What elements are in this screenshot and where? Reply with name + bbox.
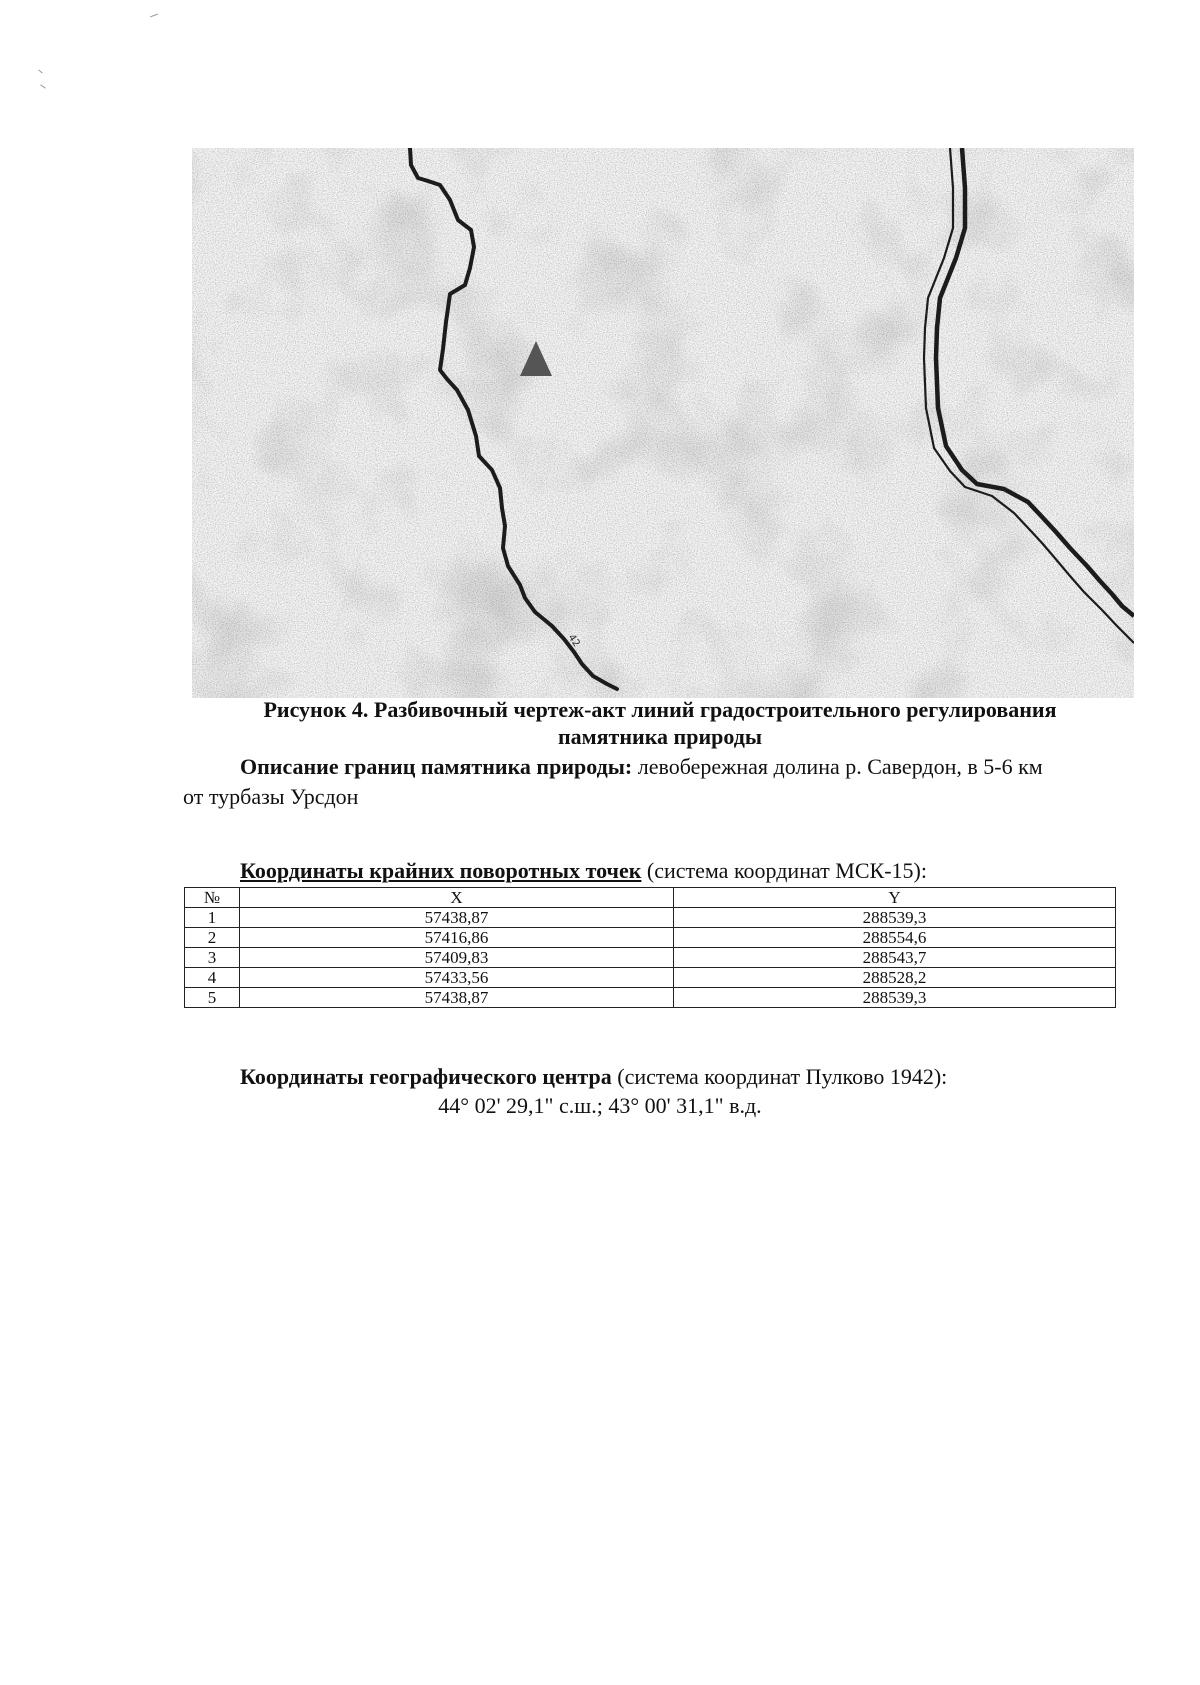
scan-speck (150, 14, 158, 18)
row-y: 288539,3 (674, 988, 1116, 1008)
figure-caption (180, 696, 1140, 750)
geo-center-heading-system: (система координат Пулково 1942): (611, 1064, 948, 1089)
table-row (185, 948, 1116, 968)
row-x: 57433,56 (240, 968, 674, 988)
scan-speck (38, 70, 42, 74)
geo-center-heading (240, 1063, 947, 1091)
table-row (185, 968, 1116, 988)
row-x: 57438,87 (240, 988, 674, 1008)
table-header-row (185, 888, 1116, 908)
site-plan-map (192, 148, 1134, 698)
row-x: 57438,87 (240, 908, 674, 928)
row-x: 57409,83 (240, 948, 674, 968)
description-first-line (183, 752, 1143, 782)
column-header-y: Y (674, 888, 1116, 908)
row-x: 57416,86 (240, 928, 674, 948)
row-y: 288543,7 (674, 948, 1116, 968)
column-header-x: X (240, 888, 674, 908)
boundary-description (183, 752, 1143, 812)
description-text-line1: левобережная долина р. Савердон, в 5-6 км (632, 754, 1043, 779)
figure-caption-line1: Рисунок 4. Разбивочный чертеж-акт линий градостроительного регулирования (263, 697, 1057, 722)
scan-speck (40, 84, 45, 88)
row-number: 2 (185, 928, 240, 948)
row-number: 4 (185, 968, 240, 988)
row-y: 288554,6 (674, 928, 1116, 948)
table-row (185, 928, 1116, 948)
column-header-number: № (185, 888, 240, 908)
turning-points-heading (240, 858, 927, 884)
turning-points-table (184, 887, 1116, 1008)
table-row (185, 988, 1116, 1008)
turning-points-heading-bold: Координаты крайних поворотных точек (240, 858, 642, 883)
description-text-line2: от турбазы Урсдон (183, 784, 359, 809)
row-y: 288539,3 (674, 908, 1116, 928)
terrain-texture (192, 148, 1134, 698)
geo-center-coordinates: 44° 02' 29,1" с.ш.; 43° 00' 31,1" в.д. (438, 1093, 762, 1118)
row-y: 288528,2 (674, 968, 1116, 988)
description-label: Описание границ памятника природы: (240, 754, 633, 779)
row-number: 3 (185, 948, 240, 968)
table-row (185, 908, 1116, 928)
figure-caption-line2: памятника природы (557, 724, 763, 749)
geo-center-heading-bold: Координаты географического центра (240, 1064, 612, 1089)
row-number: 1 (185, 908, 240, 928)
turning-points-heading-system: (система координат МСК-15): (641, 858, 927, 883)
map-contour-label: 42 (565, 632, 582, 650)
row-number: 5 (185, 988, 240, 1008)
